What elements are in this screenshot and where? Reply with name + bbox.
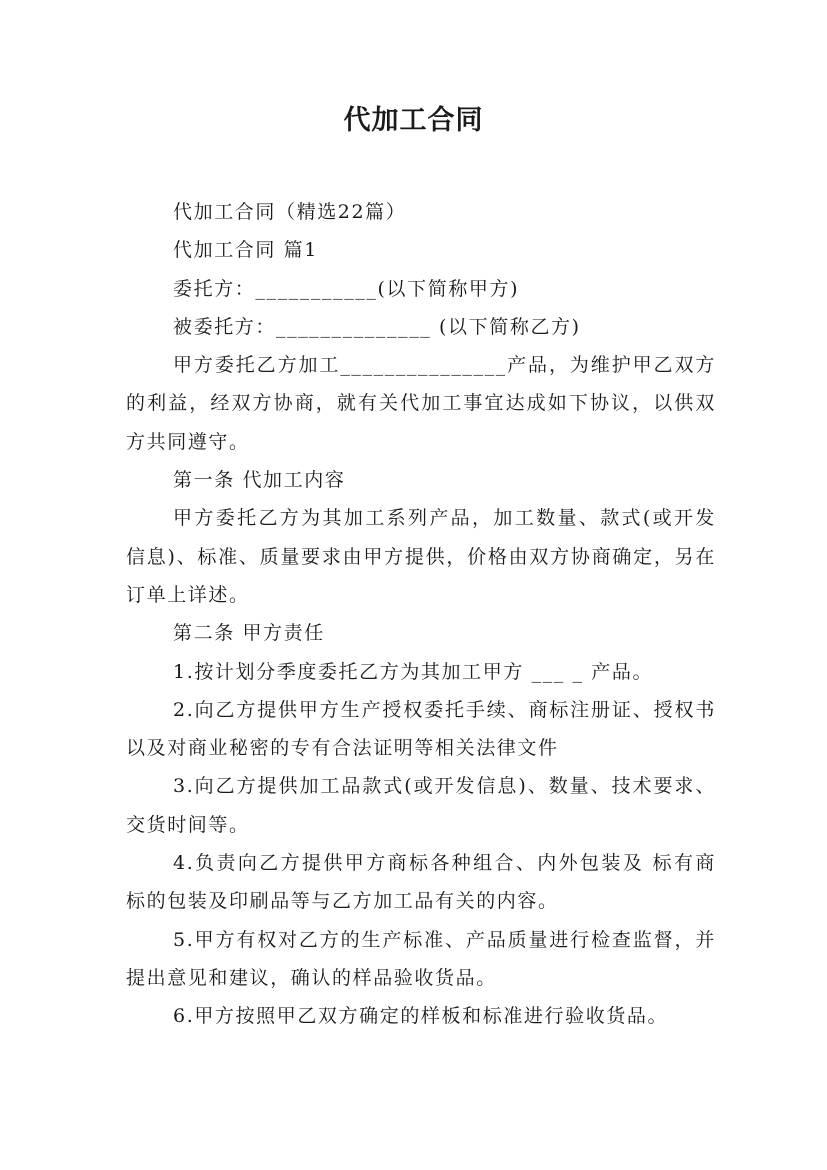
- article-1-body: 甲方委托乙方为其加工系列产品，加工数量、款式(或开发信息)、标准、质量要求由甲方提供，价格由双方协商确定，另在订单上详述。: [126, 507, 716, 606]
- clause-5: 5.甲方有权对乙方的生产标准、产品质量进行检查监督，并提出意见和建议，确认的样品验收货品。: [126, 928, 716, 989]
- paragraph-section-heading: 代加工合同 篇1: [173, 239, 318, 262]
- article-2-heading: 第二条 甲方责任: [173, 622, 325, 645]
- clause-3: 3.向乙方提供加工品款式(或开发信息)、数量、技术要求、交货时间等。: [126, 775, 716, 836]
- paragraph-subtitle: 代加工合同（精选22篇）: [173, 201, 407, 223]
- clause-6: 6.甲方按照甲乙双方确定的样板和标准进行验收货品。: [173, 1005, 669, 1028]
- paragraph-party-a: 委托方：___________(以下简称甲方): [173, 277, 520, 300]
- clause-2: 2.向乙方提供甲方生产授权委托手续、商标注册证、授权书以及对商业秘密的专有合法证明等相关法律文件: [126, 698, 716, 760]
- paragraph-party-b: 被委托方：______________ (以下简称乙方): [173, 315, 581, 338]
- paragraph-preamble: 甲方委托乙方加工_______________产品，为维护甲乙双方的利益，经双方协商，就有关代加工事宜达成如下协议，以供双方共同遵守。: [126, 354, 716, 453]
- document-body: [126, 193, 716, 1036]
- article-1-heading: 第一条 代加工内容: [173, 469, 346, 492]
- document-title: 代加工合同: [343, 105, 484, 136]
- clause-4: 4.负责向乙方提供甲方商标各种组合、内外包装及 标有商标的包装及印刷品等与乙方加工品有关的内容。: [126, 852, 716, 913]
- clause-1: 1.按计划分季度委托乙方为其加工甲方 ___ _ 产品。: [173, 660, 654, 683]
